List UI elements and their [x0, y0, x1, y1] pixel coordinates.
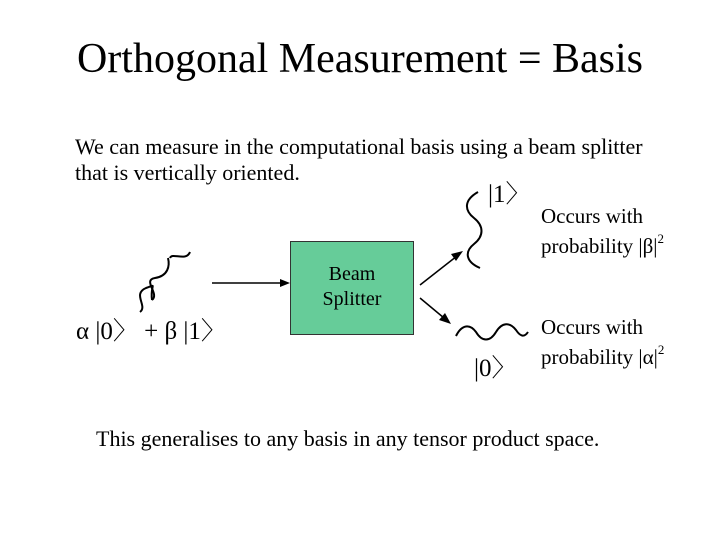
output-one-prob-line1: Occurs with [541, 204, 644, 228]
output-arrow-down [420, 298, 444, 318]
input-arrow-head [280, 279, 290, 287]
output-zero-prob-line2 [541, 342, 664, 372]
beam-splitter-label-line1: Beam [328, 263, 376, 285]
output-one-prob-line2 [541, 231, 664, 261]
input-photon-wave-lower [140, 286, 153, 312]
input-state-label: α |0〉 + β |1〉 [76, 318, 226, 345]
footer-text: This generalises to any basis in any tensor product space. [96, 426, 600, 451]
output-zero-ket: |0〉 [474, 355, 517, 382]
output-zero-prob-text: probability |α| [541, 345, 658, 369]
output-one-prob-exponent: 2 [657, 231, 664, 246]
output-zero-prob-exponent: 2 [657, 342, 665, 357]
output-zero-wave [456, 324, 528, 339]
output-one-prob-text: probability |β| [541, 234, 658, 258]
beam-splitter-box [290, 241, 414, 335]
output-zero-prob-line1: Occurs with [541, 315, 644, 339]
output-zero-probability [541, 312, 664, 372]
output-one-probability [541, 201, 664, 261]
output-one-ket: |1〉 [488, 181, 531, 208]
output-arrow-up [420, 256, 457, 285]
slide-title: Orthogonal Measurement = Basis [76, 36, 644, 82]
output-one-wave [467, 192, 482, 268]
intro-text: We can measure in the computational basis using a beam splitter that is vertically oriented. [75, 134, 643, 185]
beam-splitter-label-line2: Splitter [322, 288, 382, 310]
input-photon-wave-upper [170, 252, 190, 258]
input-photon-wave [150, 258, 169, 300]
